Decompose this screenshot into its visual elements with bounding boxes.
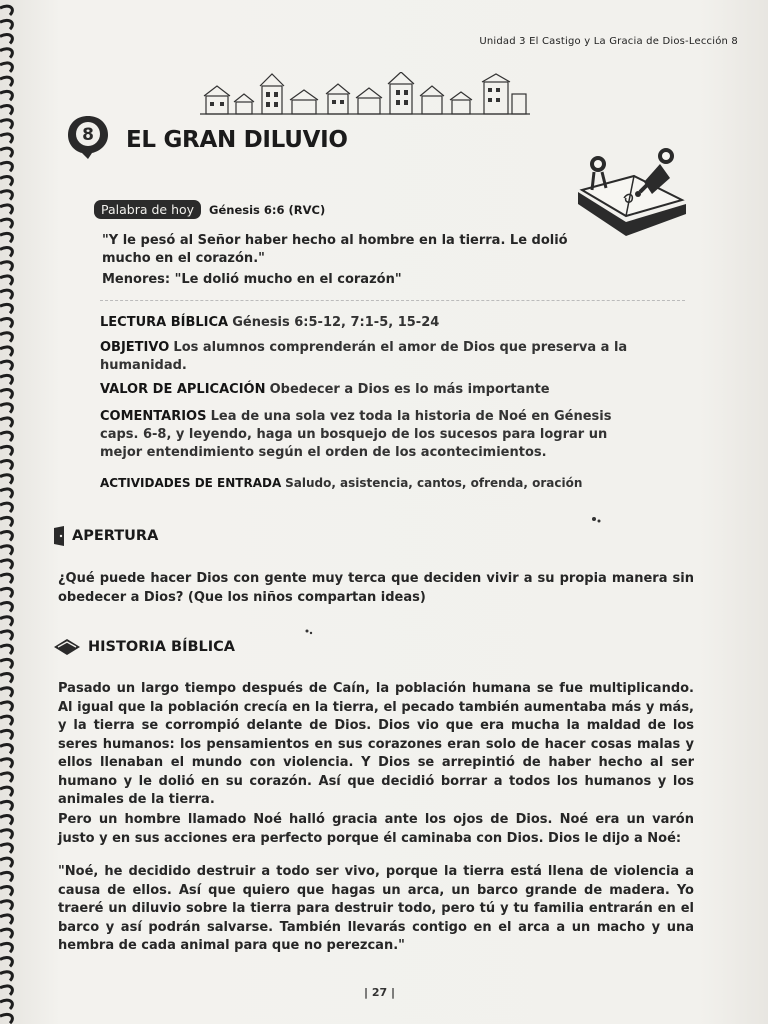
opening-title: APERTURA xyxy=(72,528,159,544)
spiral-loop xyxy=(0,745,12,754)
spiral-loop xyxy=(0,986,12,995)
spiral-loop xyxy=(0,35,12,44)
spiral-loop xyxy=(0,404,12,413)
spiral-loop xyxy=(0,517,12,526)
spiral-loop xyxy=(0,233,12,242)
spiral-loop xyxy=(0,972,12,981)
memory-verse-kids: Menores: "Le dolió mucho en el corazón" xyxy=(102,272,402,287)
spiral-loop xyxy=(0,347,12,356)
spiral-loop xyxy=(0,645,12,654)
spiral-loop xyxy=(0,958,12,967)
spiral-loop xyxy=(0,844,12,853)
objective-value: Los alumnos comprenderán el amor de Dios que preserva a la humanidad. xyxy=(100,340,628,373)
running-header: Unidad 3 El Castigo y La Gracia de Dios-Lección 8 xyxy=(479,36,738,47)
spiral-loop xyxy=(0,816,12,825)
spiral-loop xyxy=(0,674,12,683)
spiral-loop xyxy=(0,461,12,470)
spiral-loop xyxy=(0,91,12,100)
spiral-loop xyxy=(0,801,12,810)
story-paragraph-1: Pasado un largo tiempo después de Caín, la población humana se fue multiplicando. Al igual que la población crecía en la tierra, el pecado también aumentaba más y más, y la tierra se corrompió delante de Dios. Dios vio que era mucha la maldad de los seres humanos: los pensamientos en sus corazones eran solo de hacer cosas malas y ellos llenaban el mundo con violencia. Y Dios se arrepintió de haber hecho al ser humano y le dolió en su corazón. Así que decidió borrar a todos los humanos y los animales de la tierra. xyxy=(58,681,694,807)
word-of-day-label: Palabra de hoy xyxy=(94,200,201,219)
ink-speck xyxy=(590,516,602,524)
spiral-loop xyxy=(0,830,12,839)
village-skyline-illustration xyxy=(200,72,530,118)
story-paragraph-2: Pero un hombre llamado Noé halló gracia ante los ojos de Dios. Noé era un varón justo y en sus acciones era perfecto porque él caminaba con Dios. Dios le dijo a Noé: xyxy=(58,812,694,846)
spiral-loop xyxy=(0,120,12,129)
spiral-loop xyxy=(0,787,12,796)
spiral-loop xyxy=(0,304,12,313)
entry-activities-label: ACTIVIDADES DE ENTRADA xyxy=(100,476,282,490)
spiral-loop xyxy=(0,418,12,427)
spiral-loop xyxy=(0,574,12,583)
bible-reading-row xyxy=(100,314,640,332)
section-divider xyxy=(100,300,685,301)
spiral-loop xyxy=(0,915,12,924)
lesson-number-badge xyxy=(66,114,110,160)
spiral-loop xyxy=(0,858,12,867)
bible-story-title: HISTORIA BÍBLICA xyxy=(88,639,236,655)
comments-value: Lea de una sola vez toda la historia de Noé en Génesis caps. 6-8, y leyendo, haga un bosquejo de los sucesos para lograr un mejor entendimiento según el orden de los acontecimientos. xyxy=(100,409,612,460)
door-icon xyxy=(52,526,66,546)
spiral-loop xyxy=(0,6,12,15)
spiral-loop xyxy=(0,588,12,597)
spiral-loop xyxy=(0,63,12,72)
spiral-loop xyxy=(0,162,12,171)
spiral-loop xyxy=(0,248,12,257)
spiral-loop xyxy=(0,503,12,512)
bible-reading-label: LECTURA BÍBLICA xyxy=(100,315,229,330)
page-number: | 27 | xyxy=(364,986,396,999)
spiral-loop xyxy=(0,205,12,214)
spiral-loop xyxy=(0,759,12,768)
spiral-loop xyxy=(0,333,12,342)
spiral-loop xyxy=(0,603,12,612)
objective-row xyxy=(100,339,640,375)
spiral-loop xyxy=(0,773,12,782)
spiral-loop xyxy=(0,191,12,200)
spiral-loop xyxy=(0,872,12,881)
bible-with-children-illustration xyxy=(574,142,692,238)
spiral-loop xyxy=(0,688,12,697)
spiral-loop xyxy=(0,659,12,668)
spiral-loop xyxy=(0,887,12,896)
memory-verse: "Y le pesó al Señor haber hecho al hombre en la tierra. Le dolió mucho en el corazón." xyxy=(102,233,568,266)
spiral-loop xyxy=(0,617,12,626)
spiral-loop xyxy=(0,631,12,640)
spiral-loop xyxy=(0,489,12,498)
spiral-loop xyxy=(0,475,12,484)
spiral-loop xyxy=(0,929,12,938)
story-paragraph-3: "Noé, he decidido destruir a todo ser vivo, porque la tierra está llena de violencia a causa de ellos. Así que quiero que hagas un arca, un barco grande de madera. Yo traeré un diluvio sobre la tierra para destruir todo, pero tú y tu familia entrarán en el barco y así podrán salvarse. También llevarás contigo en el arca a un macho y una hembra de cada animal para que no perezcan." xyxy=(58,864,694,953)
spiral-loop xyxy=(0,730,12,739)
spiral-loop xyxy=(0,49,12,58)
spiral-loop xyxy=(0,262,12,271)
spiral-loop xyxy=(0,901,12,910)
entry-activities-value: Saludo, asistencia, cantos, ofrenda, oración xyxy=(285,476,583,490)
word-of-day-reference: Génesis 6:6 (RVC) xyxy=(209,202,326,217)
application-value-row xyxy=(100,381,640,399)
comments-row xyxy=(100,408,640,462)
spiral-loop xyxy=(0,177,12,186)
spiral-loop xyxy=(0,446,12,455)
spiral-binding xyxy=(0,0,40,1024)
book-icon xyxy=(52,637,82,657)
spiral-loop xyxy=(0,319,12,328)
spiral-loop xyxy=(0,716,12,725)
spiral-loop xyxy=(0,546,12,555)
spiral-loop xyxy=(0,702,12,711)
spiral-loop xyxy=(0,20,12,29)
spiral-loop xyxy=(0,532,12,541)
spiral-loop xyxy=(0,560,12,569)
entry-activities-row xyxy=(100,474,640,492)
lesson-title: EL GRAN DILUVIO xyxy=(126,127,348,153)
lesson-number: 8 xyxy=(82,125,94,145)
application-value-text: Obedecer a Dios es lo más importante xyxy=(269,382,550,397)
spiral-loop xyxy=(0,1000,12,1009)
bible-story-heading xyxy=(52,637,235,657)
spiral-loop xyxy=(0,432,12,441)
spiral-loop xyxy=(0,219,12,228)
spiral-loop xyxy=(0,148,12,157)
spiral-loop xyxy=(0,77,12,86)
spiral-loop xyxy=(0,943,12,952)
ink-speck xyxy=(304,628,314,636)
spiral-loop xyxy=(0,106,12,115)
objective-label: OBJETIVO xyxy=(100,340,170,355)
spiral-loop xyxy=(0,390,12,399)
opening-heading xyxy=(52,526,158,546)
application-value-label: VALOR DE APLICACIÓN xyxy=(100,382,266,397)
spiral-loop xyxy=(0,361,12,370)
spiral-loop xyxy=(0,134,12,143)
word-of-day-row xyxy=(94,200,325,219)
spiral-loop xyxy=(0,276,12,285)
spiral-loop xyxy=(0,375,12,384)
spiral-loop xyxy=(0,1014,12,1023)
comments-label: COMENTARIOS xyxy=(100,409,207,424)
spiral-loop xyxy=(0,290,12,299)
bible-reading-value: Génesis 6:5-12, 7:1-5, 15-24 xyxy=(232,315,440,330)
opening-text: ¿Qué puede hacer Dios con gente muy terca que deciden vivir a su propia manera sin obedecer a Dios? (Que los niños compartan ideas) xyxy=(58,571,694,605)
